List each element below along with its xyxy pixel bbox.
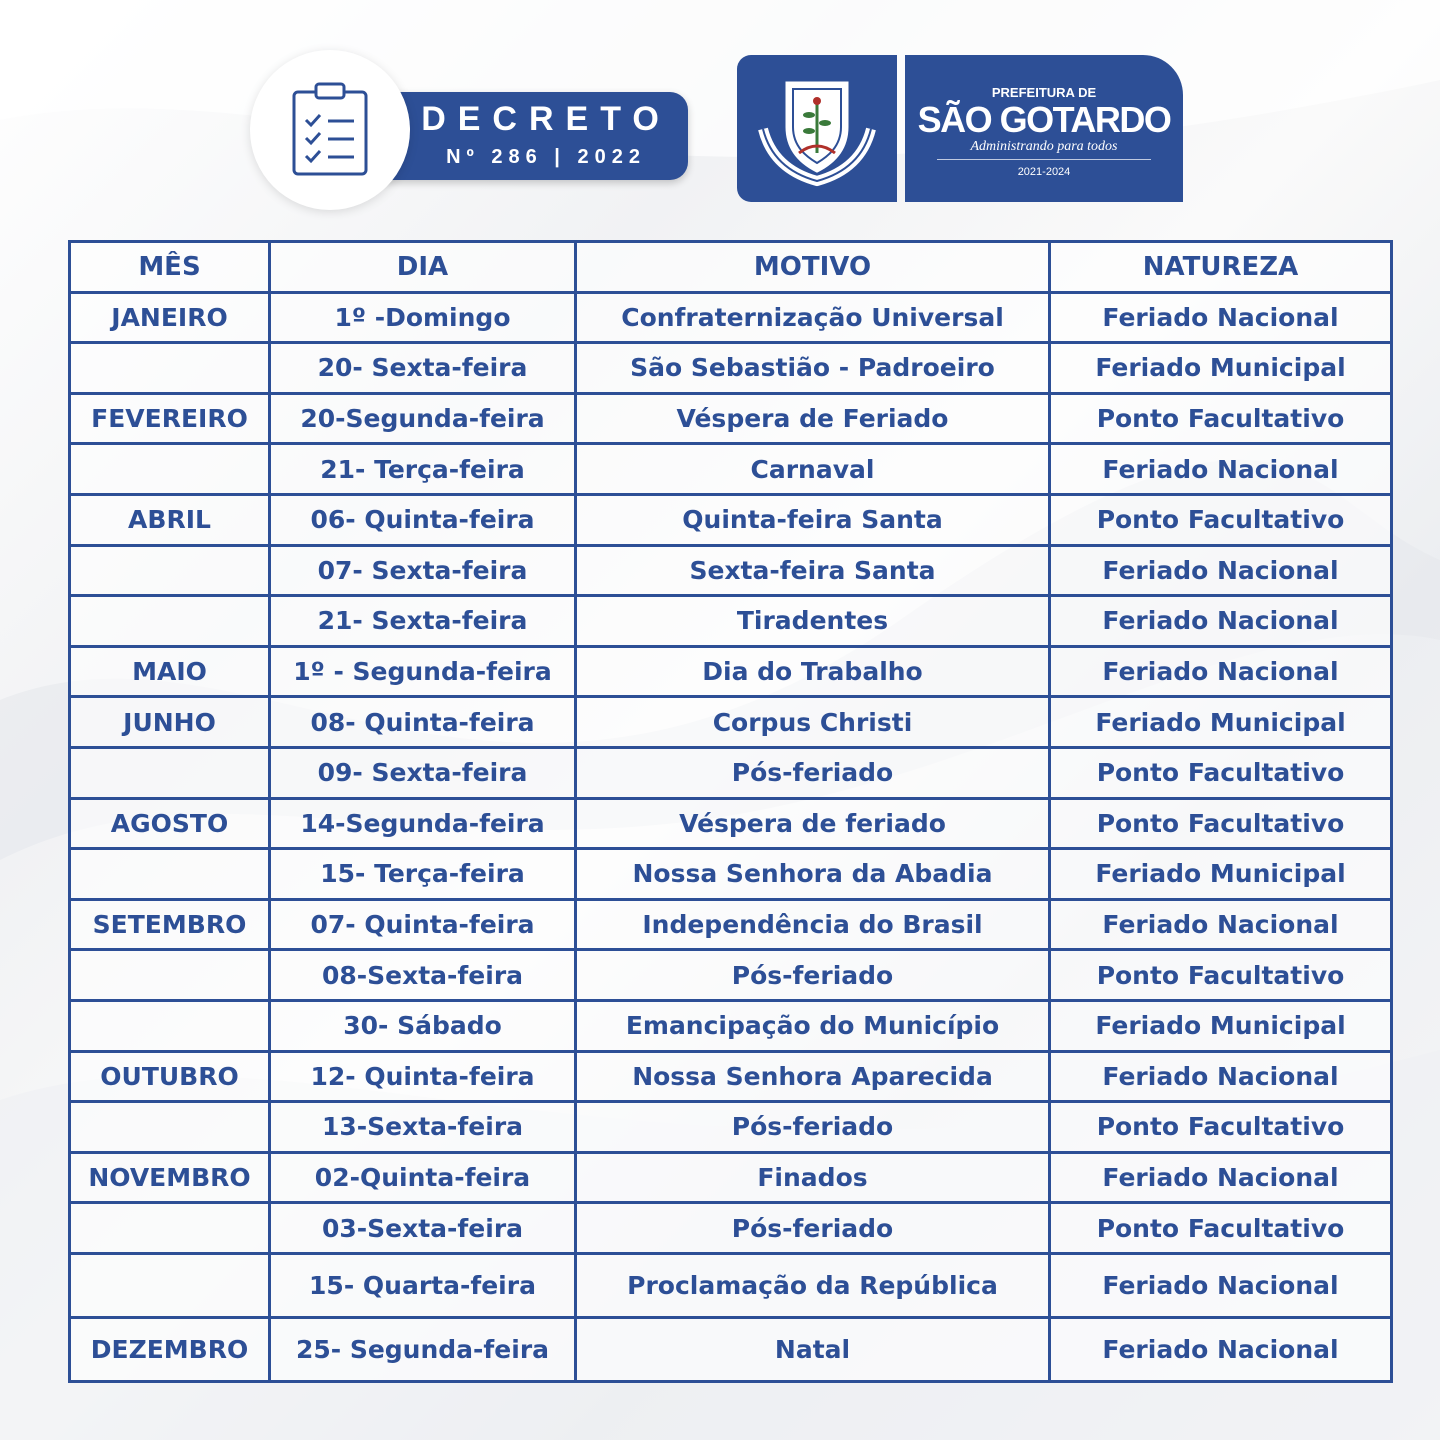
brand-divider: [937, 159, 1151, 160]
brand-prefix: PREFEITURA DE: [991, 85, 1097, 100]
cell-dia: 21- Terça-feira: [270, 444, 576, 495]
cell-motivo: Nossa Senhora da Abadia: [576, 849, 1050, 900]
cell-motivo: Proclamação da República: [576, 1253, 1050, 1317]
cell-natureza: Ponto Facultativo: [1050, 798, 1392, 849]
cell-dia: 1º - Segunda-feira: [270, 646, 576, 697]
cell-motivo: Corpus Christi: [576, 697, 1050, 748]
cell-natureza: Feriado Municipal: [1050, 697, 1392, 748]
cell-motivo: Pós-feriado: [576, 1102, 1050, 1153]
cell-mes: [70, 545, 270, 596]
cell-dia: 15- Quarta-feira: [270, 1253, 576, 1317]
cell-motivo: Véspera de Feriado: [576, 393, 1050, 444]
cell-natureza: Feriado Nacional: [1050, 1253, 1392, 1317]
cell-natureza: Feriado Nacional: [1050, 292, 1392, 343]
cell-mes: AGOSTO: [70, 798, 270, 849]
cell-natureza: Feriado Nacional: [1050, 1051, 1392, 1102]
cell-motivo: Independência do Brasil: [576, 899, 1050, 950]
cell-dia: 07- Quinta-feira: [270, 899, 576, 950]
cell-dia: 08-Sexta-feira: [270, 950, 576, 1001]
header-natureza: NATUREZA: [1050, 242, 1392, 293]
cell-mes: JUNHO: [70, 697, 270, 748]
cell-natureza: Ponto Facultativo: [1050, 950, 1392, 1001]
cell-dia: 12- Quinta-feira: [270, 1051, 576, 1102]
municipal-crest-icon: [747, 69, 887, 189]
table-row: [70, 1000, 1392, 1051]
brand-name: SÃO GOTARDO: [917, 99, 1171, 140]
cell-dia: 15- Terça-feira: [270, 849, 576, 900]
brand-slogan: Administrando para todos: [970, 139, 1118, 154]
cell-mes: [70, 596, 270, 647]
cell-motivo: Tiradentes: [576, 596, 1050, 647]
cell-natureza: Feriado Municipal: [1050, 343, 1392, 394]
table-header-row: [70, 242, 1392, 293]
cell-motivo: Finados: [576, 1152, 1050, 1203]
brand-years: 2021-2024: [1017, 166, 1071, 178]
cell-mes: ABRIL: [70, 494, 270, 545]
table-row: [70, 494, 1392, 545]
cell-natureza: Ponto Facultativo: [1050, 393, 1392, 444]
cell-dia: 30- Sábado: [270, 1000, 576, 1051]
cell-natureza: Feriado Nacional: [1050, 545, 1392, 596]
table-row: [70, 747, 1392, 798]
cell-natureza: Feriado Nacional: [1050, 444, 1392, 495]
cell-mes: [70, 950, 270, 1001]
table-row: [70, 393, 1392, 444]
cell-dia: 03-Sexta-feira: [270, 1203, 576, 1254]
decree-title: DECRETO: [421, 100, 671, 138]
header-motivo: MOTIVO: [576, 242, 1050, 293]
cell-dia: 13-Sexta-feira: [270, 1102, 576, 1153]
table-row: [70, 849, 1392, 900]
cell-natureza: Ponto Facultativo: [1050, 747, 1392, 798]
cell-motivo: Confraternização Universal: [576, 292, 1050, 343]
table-row: [70, 646, 1392, 697]
cell-dia: 21- Sexta-feira: [270, 596, 576, 647]
cell-dia: 06- Quinta-feira: [270, 494, 576, 545]
cell-mes: FEVEREIRO: [70, 393, 270, 444]
cell-motivo: Natal: [576, 1317, 1050, 1381]
decree-icon-circle: [250, 50, 410, 210]
table-row: [70, 1051, 1392, 1102]
cell-mes: NOVEMBRO: [70, 1152, 270, 1203]
header-mes: MÊS: [70, 242, 270, 293]
clipboard-checklist-icon: [290, 82, 370, 178]
table-row: [70, 545, 1392, 596]
table-row: [70, 343, 1392, 394]
cell-motivo: Quinta-feira Santa: [576, 494, 1050, 545]
cell-dia: 02-Quinta-feira: [270, 1152, 576, 1203]
cell-natureza: Feriado Nacional: [1050, 596, 1392, 647]
cell-dia: 20-Segunda-feira: [270, 393, 576, 444]
decree-banner: [370, 92, 688, 180]
cell-natureza: Ponto Facultativo: [1050, 1203, 1392, 1254]
table-row: [70, 1203, 1392, 1254]
table-row: [70, 1253, 1392, 1317]
cell-mes: [70, 444, 270, 495]
cell-natureza: Feriado Municipal: [1050, 1000, 1392, 1051]
header-dia: DIA: [270, 242, 576, 293]
cell-mes: [70, 747, 270, 798]
cell-natureza: Feriado Nacional: [1050, 646, 1392, 697]
crest-panel: [737, 55, 897, 202]
brand-panel: [905, 55, 1183, 202]
table-row: [70, 444, 1392, 495]
cell-dia: 07- Sexta-feira: [270, 545, 576, 596]
cell-natureza: Feriado Nacional: [1050, 1152, 1392, 1203]
cell-motivo: Véspera de feriado: [576, 798, 1050, 849]
cell-motivo: Sexta-feira Santa: [576, 545, 1050, 596]
cell-natureza: Feriado Nacional: [1050, 1317, 1392, 1381]
cell-motivo: Pós-feriado: [576, 1203, 1050, 1254]
cell-mes: [70, 1253, 270, 1317]
cell-mes: SETEMBRO: [70, 899, 270, 950]
cell-dia: 25- Segunda-feira: [270, 1317, 576, 1381]
holidays-table: [68, 240, 1393, 1383]
cell-dia: 20- Sexta-feira: [270, 343, 576, 394]
cell-dia: 08- Quinta-feira: [270, 697, 576, 748]
table-row: [70, 1102, 1392, 1153]
table-row: [70, 697, 1392, 748]
cell-mes: [70, 1203, 270, 1254]
cell-dia: 09- Sexta-feira: [270, 747, 576, 798]
cell-motivo: Nossa Senhora Aparecida: [576, 1051, 1050, 1102]
decree-number: Nº 286 | 2022: [446, 146, 646, 168]
cell-mes: DEZEMBRO: [70, 1317, 270, 1381]
table-row: [70, 1152, 1392, 1203]
cell-motivo: Emancipação do Município: [576, 1000, 1050, 1051]
cell-motivo: São Sebastião - Padroeiro: [576, 343, 1050, 394]
cell-natureza: Feriado Municipal: [1050, 849, 1392, 900]
cell-motivo: Pós-feriado: [576, 950, 1050, 1001]
cell-mes: MAIO: [70, 646, 270, 697]
cell-mes: [70, 1000, 270, 1051]
cell-mes: [70, 343, 270, 394]
table-row: [70, 596, 1392, 647]
table-row: [70, 798, 1392, 849]
table-row: [70, 899, 1392, 950]
cell-mes: OUTUBRO: [70, 1051, 270, 1102]
cell-mes: JANEIRO: [70, 292, 270, 343]
table-row: [70, 1317, 1392, 1381]
cell-natureza: Feriado Nacional: [1050, 899, 1392, 950]
cell-motivo: Carnaval: [576, 444, 1050, 495]
cell-motivo: Pós-feriado: [576, 747, 1050, 798]
cell-mes: [70, 1102, 270, 1153]
table-row: [70, 292, 1392, 343]
cell-motivo: Dia do Trabalho: [576, 646, 1050, 697]
cell-mes: [70, 849, 270, 900]
cell-natureza: Ponto Facultativo: [1050, 1102, 1392, 1153]
table-row: [70, 950, 1392, 1001]
cell-dia: 14-Segunda-feira: [270, 798, 576, 849]
cell-dia: 1º -Domingo: [270, 292, 576, 343]
cell-natureza: Ponto Facultativo: [1050, 494, 1392, 545]
